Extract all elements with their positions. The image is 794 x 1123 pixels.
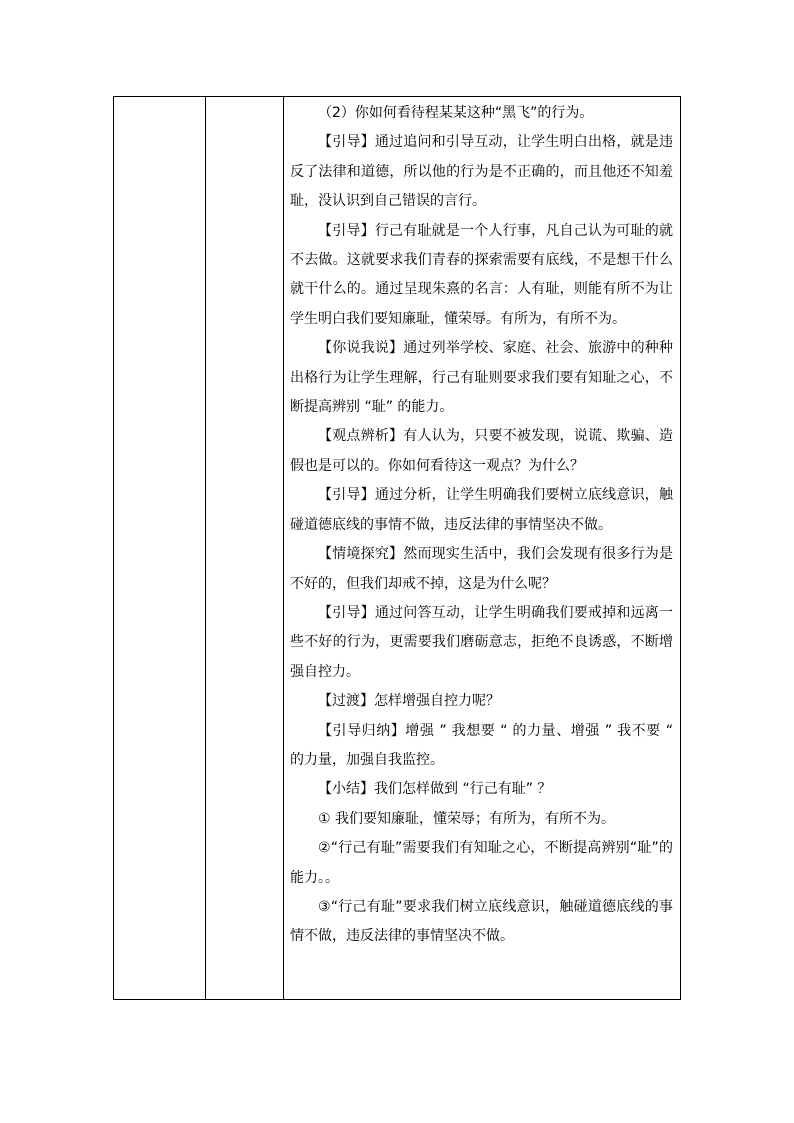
paragraph-question: （2）你如何看待程某某这种“黑飞”的行为。 bbox=[318, 105, 594, 121]
paragraph-guide-summary: 【引导归纳】增强 ” 我想要 “ 的力量、增强 ” 我不要 “ 的力量，加强自我监控。 bbox=[290, 722, 673, 768]
paragraph-guide-2: 【引导】行己有耻就是一个人行事，凡自己认为可耻的就不去做。这就要求我们青春的探索需要有底线，不是想干什么就干什么的。通过呈现朱熹的名言：人有耻，则能有所不为让学生明白我们要知廉耻，懂荣辱。有所为，有所不为。 bbox=[290, 222, 673, 327]
paragraph-viewpoint-analysis: 【观点辨析】有人认为，只要不被发现，说谎、欺骗、造假也是可以的。你如何看待这一观点？为什么？ bbox=[290, 428, 673, 474]
paragraph-conclusion: 【小结】我们怎样做到 “行己有耻” ？ bbox=[318, 781, 552, 798]
paragraph-situation-inquiry: 【情境探究】然而现实生活中，我们会发现有很多行为是不好的，但我们却戒不掉，这是为什么呢？ bbox=[290, 546, 673, 592]
paragraph-guide-3: 【引导】通过分析，让学生明确我们要树立底线意识，触碰道德底线的事情不做，违反法律的事情坚决不做。 bbox=[290, 487, 673, 533]
paragraph-guide-1: 【引导】通过追问和引导互动，让学生明白出格，就是违反了法律和道德，所以他的行为是不正确的，而且他还不知羞耻，没认识到自己错误的言行。 bbox=[290, 134, 673, 210]
paragraph-transition: 【过渡】怎样增强自控力呢？ bbox=[318, 693, 500, 710]
table-row bbox=[114, 97, 681, 1000]
empty-cell-left bbox=[114, 97, 206, 1000]
content-cell bbox=[284, 97, 681, 1000]
paragraph-point-3: ③“行己有耻”要求我们树立底线意识，触碰道德底线的事情不做，违反法律的事情坚决不做。 bbox=[290, 898, 673, 945]
paragraph-point-1: ① 我们要知廉耻，懂荣辱；有所为，有所不为。 bbox=[318, 810, 615, 827]
paragraph-you-say-i-say: 【你说我说】通过列举学校、家庭、社会、旅游中的种种出格行为让学生理解，行己有耻则要求我们要有知耻之心，不断提高辨别 “耻” 的能力。 bbox=[290, 340, 673, 416]
paragraph-guide-4: 【引导】通过问答互动，让学生明确我们要戒掉和远离一些不好的行为，更需要我们磨砺意志，拒绝不良诱惑，不断增强自控力。 bbox=[290, 604, 673, 680]
empty-cell-middle bbox=[206, 97, 284, 1000]
paragraph-point-2: ②“行己有耻”需要我们有知耻之心，不断提高辨别“耻”的能力。。 bbox=[290, 840, 673, 886]
lesson-table bbox=[113, 96, 681, 1000]
